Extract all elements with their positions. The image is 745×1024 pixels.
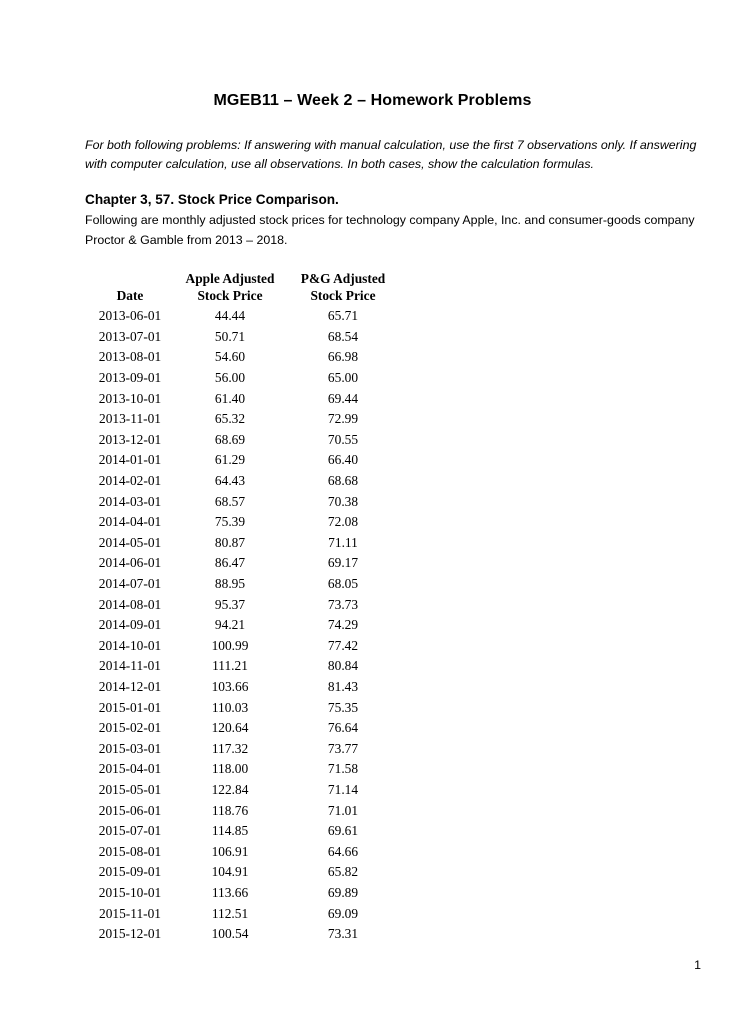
cell-date: 2015-08-01 xyxy=(98,843,162,859)
cell-apple-price: 118.00 xyxy=(211,761,249,777)
section-description: Following are monthly adjusted stock prices for technology company Apple, Inc. and consumer-goods company Proctor & Gamble from 2013 – 2018. xyxy=(85,213,695,247)
table-row xyxy=(88,883,398,904)
cell-apple-price: 80.87 xyxy=(214,534,246,550)
cell-apple-price: 112.51 xyxy=(211,905,249,921)
table-row xyxy=(88,512,398,533)
cell-pg-price: 71.58 xyxy=(327,761,359,777)
table-row xyxy=(88,347,398,368)
cell-apple-price: 95.37 xyxy=(214,596,246,612)
cell-pg-price: 77.42 xyxy=(327,637,359,653)
cell-apple-price: 65.32 xyxy=(214,411,246,427)
table-body xyxy=(88,306,398,944)
cell-pg-price: 81.43 xyxy=(327,678,359,694)
cell-pg-price: 73.73 xyxy=(327,596,359,612)
cell-date: 2015-03-01 xyxy=(98,740,162,756)
cell-pg-price: 80.84 xyxy=(327,658,359,674)
cell-pg-price: 69.89 xyxy=(327,884,359,900)
cell-date: 2013-08-01 xyxy=(98,349,162,365)
cell-date: 2013-12-01 xyxy=(98,431,162,447)
cell-apple-price: 117.32 xyxy=(211,740,249,756)
cell-date: 2015-12-01 xyxy=(98,926,162,942)
header-pg-line2: Stock Price xyxy=(310,288,376,303)
cell-date: 2015-02-01 xyxy=(98,720,162,736)
table-row xyxy=(88,615,398,636)
cell-apple-price: 120.64 xyxy=(211,720,249,736)
table-row xyxy=(88,388,398,409)
cell-pg-price: 70.55 xyxy=(327,431,359,447)
cell-date: 2014-12-01 xyxy=(98,678,162,694)
cell-apple-price: 110.03 xyxy=(211,699,249,715)
cell-date: 2014-10-01 xyxy=(98,637,162,653)
section-heading: Chapter 3, 57. Stock Price Comparison. xyxy=(85,192,339,207)
cell-date: 2015-10-01 xyxy=(98,884,162,900)
page-number: 1 xyxy=(694,958,701,972)
cell-apple-price: 75.39 xyxy=(214,514,246,530)
table-row xyxy=(88,924,398,945)
cell-pg-price: 65.71 xyxy=(327,308,359,324)
cell-date: 2015-11-01 xyxy=(99,905,161,921)
instructions-paragraph: For both following problems: If answering with manual calculation, use the first 7 observations only. If answering with computer calculation, use all observations. In both cases, show the calculation formulas. xyxy=(85,138,697,171)
cell-pg-price: 69.44 xyxy=(327,390,359,406)
cell-date: 2015-05-01 xyxy=(98,781,162,797)
table-row xyxy=(88,718,398,739)
table-row xyxy=(88,409,398,430)
cell-pg-price: 74.29 xyxy=(327,617,359,633)
cell-date: 2014-04-01 xyxy=(98,514,162,530)
cell-apple-price: 64.43 xyxy=(214,473,246,489)
cell-date: 2013-09-01 xyxy=(98,370,162,386)
table-row xyxy=(88,903,398,924)
cell-date: 2015-01-01 xyxy=(98,699,162,715)
cell-pg-price: 71.11 xyxy=(328,534,358,550)
cell-apple-price: 104.91 xyxy=(211,864,249,880)
table-row xyxy=(88,368,398,389)
cell-apple-price: 56.00 xyxy=(214,370,246,386)
cell-apple-price: 44.44 xyxy=(214,308,246,324)
cell-pg-price: 64.66 xyxy=(327,843,359,859)
cell-pg-price: 66.40 xyxy=(327,452,359,468)
header-date-label: Date xyxy=(116,288,144,303)
table-row xyxy=(88,780,398,801)
page-title: MGEB11 – Week 2 – Homework Problems xyxy=(213,92,532,109)
cell-date: 2015-07-01 xyxy=(98,823,162,839)
cell-date: 2014-05-01 xyxy=(98,534,162,550)
cell-date: 2014-01-01 xyxy=(98,452,162,468)
table-row xyxy=(88,821,398,842)
table-row xyxy=(88,553,398,574)
cell-apple-price: 118.76 xyxy=(211,802,249,818)
table-row xyxy=(88,471,398,492)
table-header xyxy=(88,270,398,306)
cell-date: 2014-03-01 xyxy=(98,493,162,509)
cell-pg-price: 68.68 xyxy=(327,473,359,489)
cell-date: 2014-08-01 xyxy=(98,596,162,612)
cell-apple-price: 54.60 xyxy=(214,349,246,365)
cell-pg-price: 65.82 xyxy=(327,864,359,880)
cell-pg-price: 76.64 xyxy=(327,720,359,736)
cell-apple-price: 88.95 xyxy=(214,576,246,592)
cell-apple-price: 68.69 xyxy=(214,431,246,447)
cell-apple-price: 100.99 xyxy=(211,637,249,653)
cell-pg-price: 71.01 xyxy=(327,802,359,818)
cell-pg-price: 72.99 xyxy=(327,411,359,427)
cell-apple-price: 100.54 xyxy=(211,926,249,942)
cell-pg-price: 73.31 xyxy=(327,926,359,942)
table-row xyxy=(88,327,398,348)
table-row xyxy=(88,636,398,657)
cell-apple-price: 114.85 xyxy=(211,823,249,839)
table-row xyxy=(88,594,398,615)
table-row xyxy=(88,430,398,451)
cell-pg-price: 73.77 xyxy=(327,740,359,756)
table-row xyxy=(88,306,398,327)
cell-apple-price: 68.57 xyxy=(214,493,246,509)
table-row xyxy=(88,574,398,595)
cell-date: 2015-06-01 xyxy=(98,802,162,818)
cell-apple-price: 103.66 xyxy=(211,678,249,694)
table-row xyxy=(88,656,398,677)
cell-apple-price: 122.84 xyxy=(211,781,249,797)
cell-date: 2014-07-01 xyxy=(98,576,162,592)
cell-pg-price: 70.38 xyxy=(327,493,359,509)
cell-date: 2014-11-01 xyxy=(99,658,161,674)
table-row xyxy=(88,841,398,862)
cell-apple-price: 106.91 xyxy=(211,843,249,859)
cell-date: 2013-10-01 xyxy=(98,390,162,406)
table-row xyxy=(88,759,398,780)
stock-price-table xyxy=(88,270,398,944)
table-row xyxy=(88,800,398,821)
header-apple-line2: Stock Price xyxy=(197,288,263,303)
cell-date: 2015-09-01 xyxy=(98,864,162,880)
cell-pg-price: 69.61 xyxy=(327,823,359,839)
cell-pg-price: 66.98 xyxy=(327,349,359,365)
header-pg-line1: P&G Adjusted xyxy=(300,271,386,286)
cell-date: 2013-11-01 xyxy=(99,411,161,427)
cell-apple-price: 111.21 xyxy=(212,658,248,674)
table-row xyxy=(88,697,398,718)
cell-date: 2015-04-01 xyxy=(98,761,162,777)
table-row xyxy=(88,738,398,759)
cell-date: 2014-02-01 xyxy=(98,473,162,489)
cell-date: 2013-06-01 xyxy=(98,308,162,324)
table-header-row xyxy=(88,270,398,306)
header-pg-price xyxy=(288,270,398,306)
cell-date: 2014-06-01 xyxy=(98,555,162,571)
cell-apple-price: 86.47 xyxy=(214,555,246,571)
header-date xyxy=(88,270,172,306)
cell-date: 2013-07-01 xyxy=(98,328,162,344)
header-apple-price xyxy=(172,270,288,306)
table-row xyxy=(88,862,398,883)
table-row xyxy=(88,533,398,554)
cell-apple-price: 113.66 xyxy=(211,884,249,900)
table-row xyxy=(88,677,398,698)
table-row xyxy=(88,450,398,471)
cell-pg-price: 69.09 xyxy=(327,905,359,921)
cell-pg-price: 71.14 xyxy=(327,781,359,797)
cell-pg-price: 72.08 xyxy=(327,514,359,530)
header-apple-line1: Apple Adjusted xyxy=(185,271,275,286)
cell-date: 2014-09-01 xyxy=(98,617,162,633)
cell-pg-price: 69.17 xyxy=(327,555,359,571)
cell-pg-price: 75.35 xyxy=(327,699,359,715)
cell-apple-price: 50.71 xyxy=(214,328,246,344)
cell-pg-price: 68.05 xyxy=(327,576,359,592)
cell-pg-price: 68.54 xyxy=(327,328,359,344)
table-row xyxy=(88,491,398,512)
cell-apple-price: 94.21 xyxy=(214,617,246,633)
cell-apple-price: 61.29 xyxy=(214,452,246,468)
cell-apple-price: 61.40 xyxy=(214,390,246,406)
cell-pg-price: 65.00 xyxy=(327,370,359,386)
